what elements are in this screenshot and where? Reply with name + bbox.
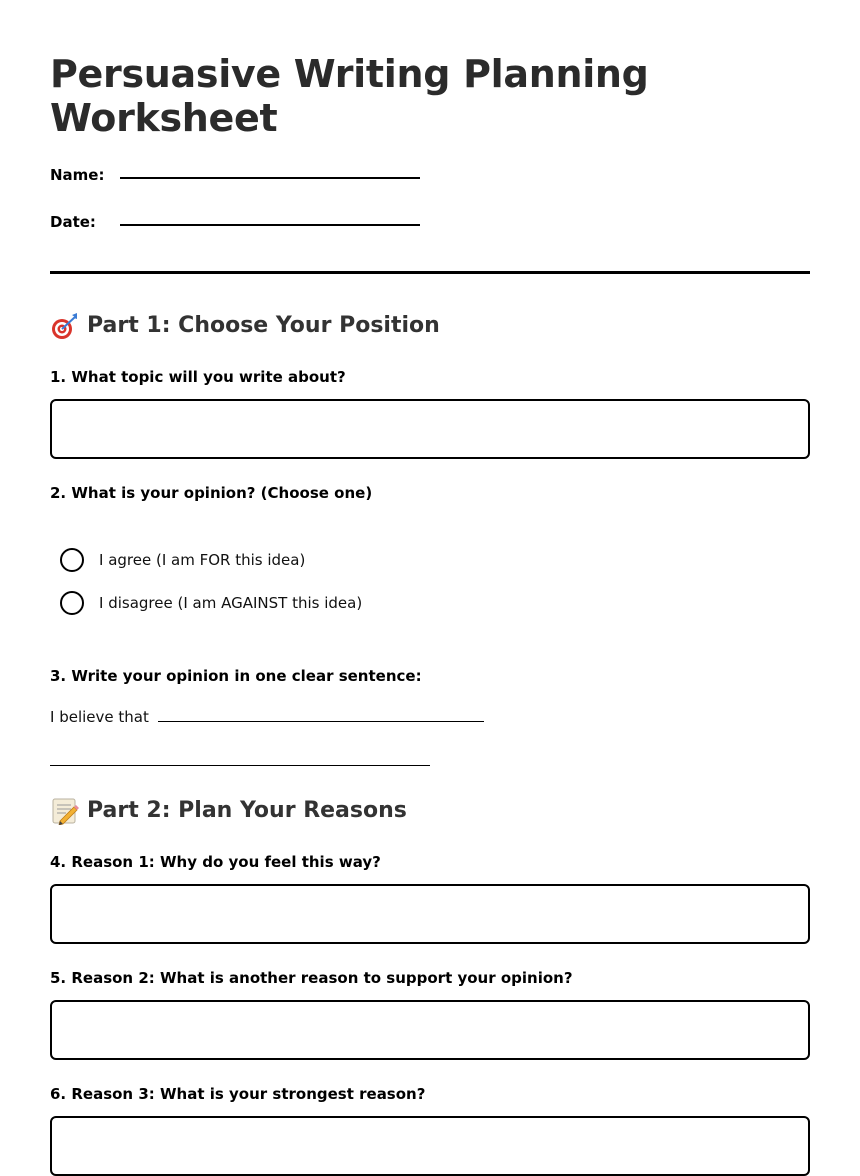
question-5: 5. Reason 2: What is another reason to support your opinion? (50, 969, 573, 987)
part2-heading-text: Part 2: Plan Your Reasons (87, 798, 407, 823)
question-2: 2. What is your opinion? (Choose one) (50, 484, 373, 502)
option-disagree[interactable] (60, 590, 362, 616)
option-agree-label: I agree (I am FOR this idea) (99, 551, 306, 569)
date-field[interactable] (120, 224, 420, 226)
sentence-start: I believe that (50, 708, 149, 726)
opinion-line-1[interactable] (158, 721, 484, 722)
radio-disagree[interactable] (60, 591, 84, 615)
answer-box-topic[interactable] (50, 399, 810, 459)
part2-heading (50, 797, 407, 825)
name-field[interactable] (120, 177, 420, 179)
part1-heading (50, 312, 440, 340)
question-6: 6. Reason 3: What is your strongest reason? (50, 1085, 426, 1103)
option-disagree-label: I disagree (I am AGAINST this idea) (99, 594, 363, 612)
header-divider (50, 271, 810, 274)
opinion-line-2[interactable] (50, 765, 430, 766)
dart-target-icon (50, 312, 80, 340)
answer-box-reason-2[interactable] (50, 1000, 810, 1060)
radio-agree[interactable] (60, 548, 84, 572)
part1-heading-text: Part 1: Choose Your Position (87, 313, 440, 338)
memo-pencil-icon (50, 797, 80, 825)
opinion-sentence (50, 707, 484, 727)
answer-box-reason-3[interactable] (50, 1116, 810, 1176)
question-1: 1. What topic will you write about? (50, 368, 346, 386)
date-row (50, 212, 470, 236)
question-4: 4. Reason 1: Why do you feel this way? (50, 853, 381, 871)
question-3: 3. Write your opinion in one clear sentence: (50, 667, 422, 685)
option-agree[interactable] (60, 547, 305, 573)
page-title: Persuasive Writing Planning Worksheet (50, 52, 649, 140)
answer-box-reason-1[interactable] (50, 884, 810, 944)
name-label: Name: (50, 166, 105, 184)
name-row (50, 165, 470, 189)
date-label: Date: (50, 213, 96, 231)
